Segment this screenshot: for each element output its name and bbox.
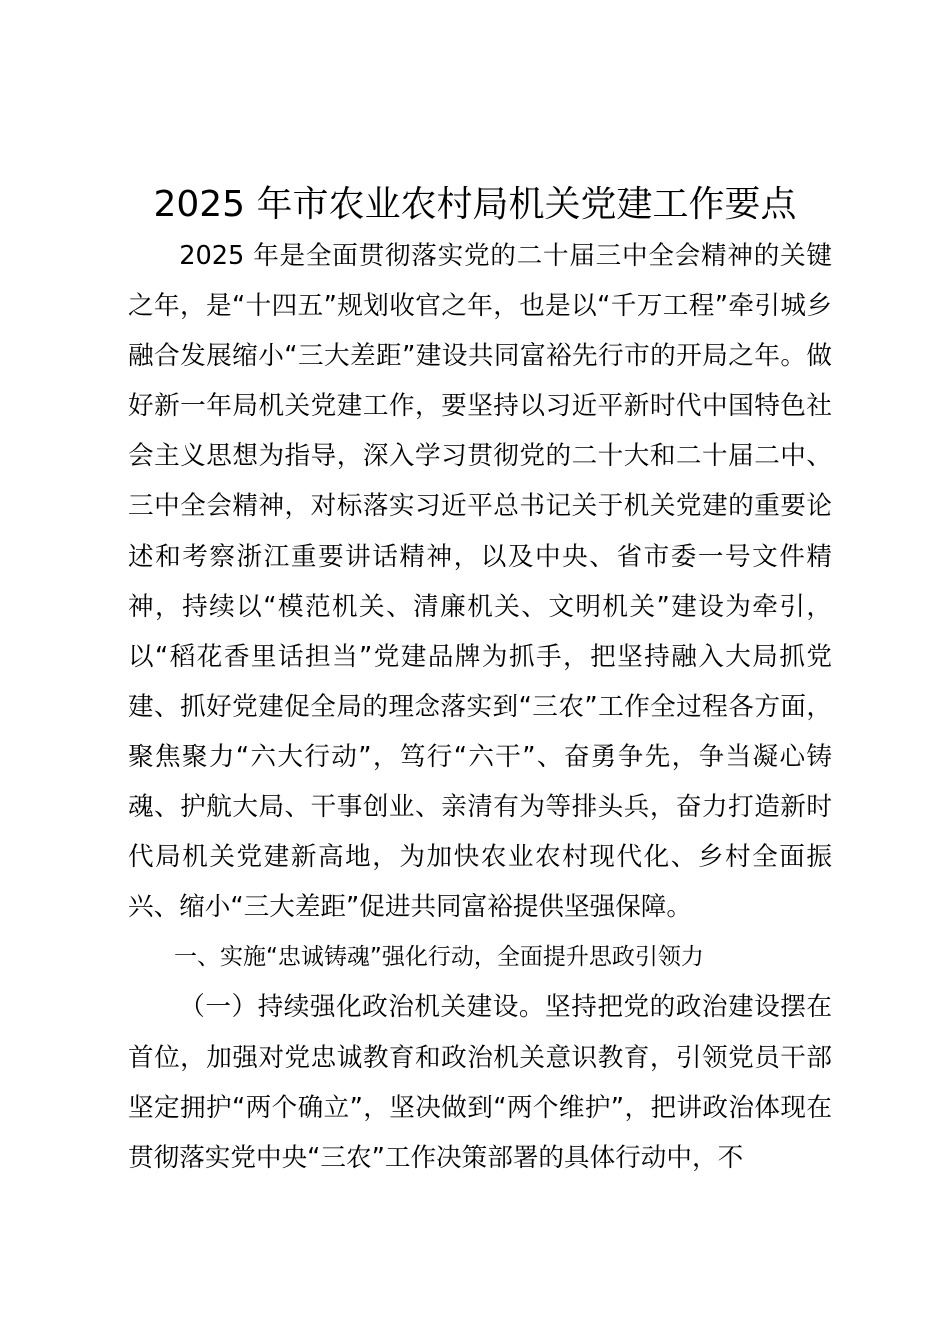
document-body — [128, 231, 832, 1183]
section-heading: 一、实施“忠诚铸魂”强化行动，全面提升思政引领力 — [174, 944, 704, 971]
document-title: 2025 年市农业农村局机关党建工作要点 — [153, 184, 797, 225]
intro-paragraph: 2025 年是全面贯彻落实党的二十届三中全会精神的关键之年，是“十四五”规划收官之年，也是以“千万工程”牵引城乡融合发展缩小“三大差距”建设共同富裕先行市的开局之年。做好新一年局机关党建工作，要坚持以习近平新时代中国特色社会主义思想为指导，深入学习贯彻党的二十大和二十届二中、三中全会精神，对标落实习近平总书记关于机关党建的重要论述和考察浙江重要讲话精神，以及中央、省市委一号文件精神，持续以“模范机关、清廉机关、文明机关”建设为牵引，以“稻花香里话担当”党建品牌为抓手，把坚持融入大局抓党建、抓好党建促全局的理念落实到“三农”工作全过程各方面，聚焦聚力“六大行动”，笃行“六干”、奋勇争先，争当凝心铸魂、护航大局、干事创业、亲清有为等排头兵，奋力打造新时代局机关党建新高地，为加快农业农村现代化、乡村全面振兴、缩小“三大差距”促进共同富裕提供坚强保障。 — [128, 241, 832, 923]
section-item-paragraph: （一）持续强化政治机关建设。坚持把党的政治建设摆在首位，加强对党忠诚教育和政治机关意识教育，引领党员干部坚定拥护“两个确立”，坚决做到“两个维护”，把讲政治体现在贯彻落实党中央“三农”工作决策部署的具体行动中，不 — [128, 992, 832, 1173]
